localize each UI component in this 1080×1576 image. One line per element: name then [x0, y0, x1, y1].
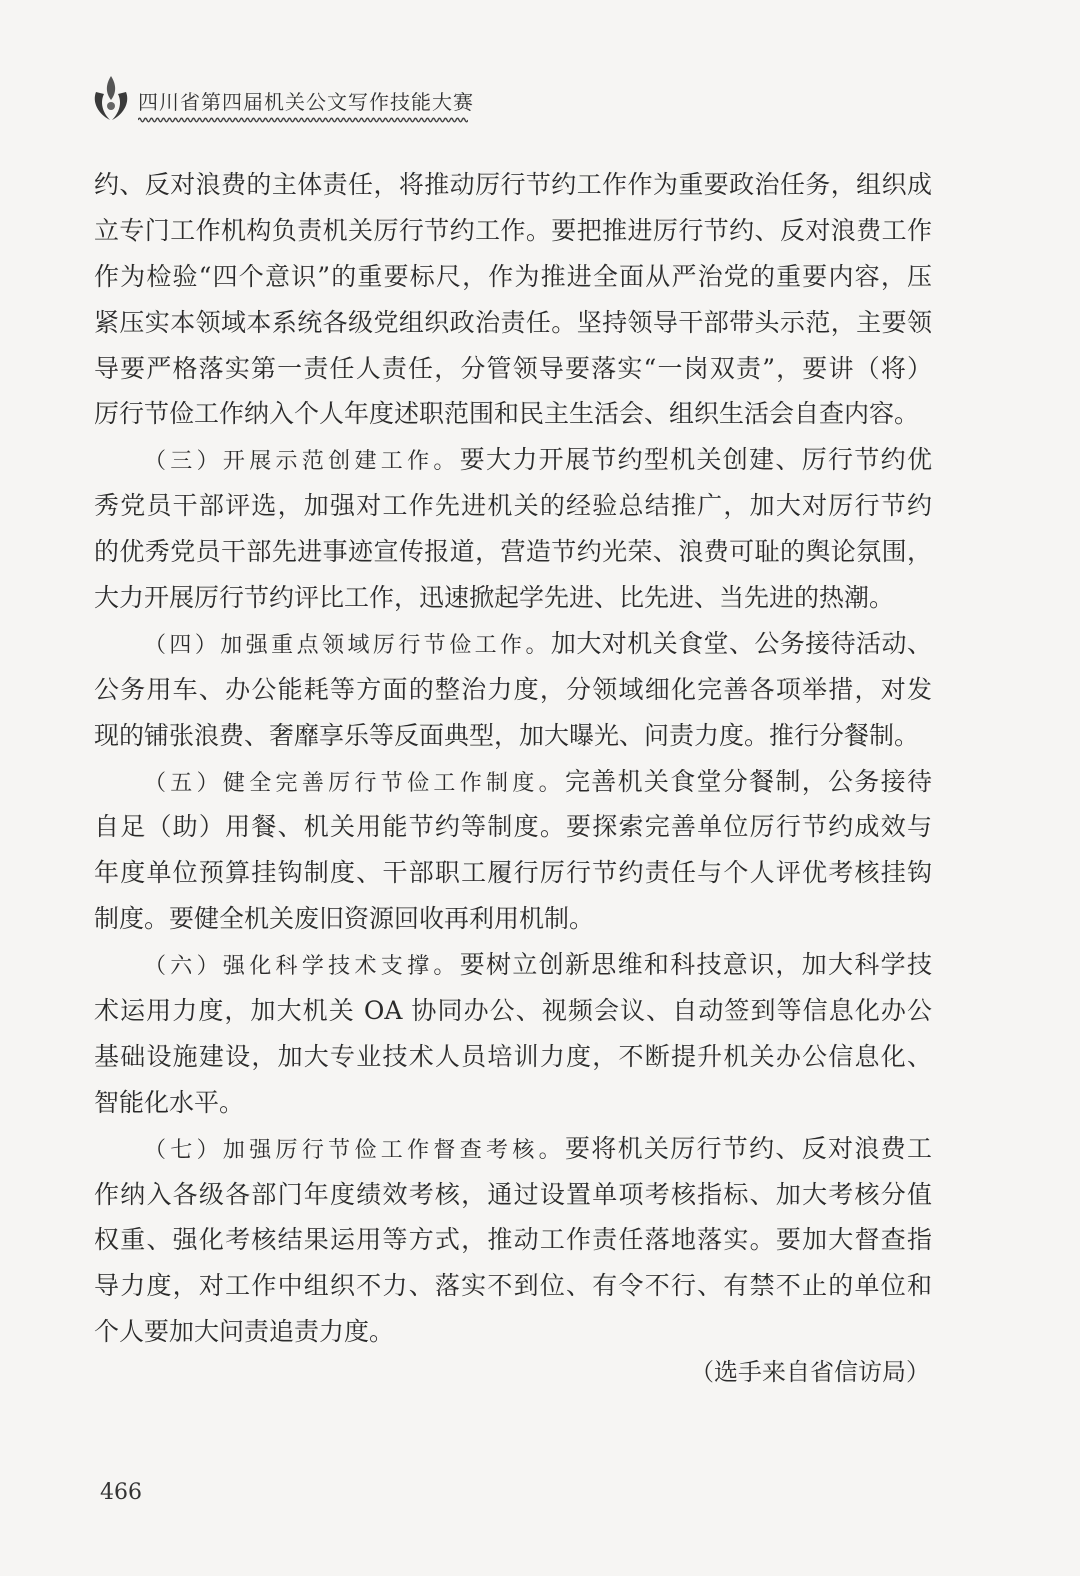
text-line: [94, 575, 932, 621]
line-text: 完善机关食堂分餐制，公务接待: [564, 766, 932, 796]
section-heading: （四）加强重点领域厉行节俭工作。: [144, 632, 551, 658]
line-text: 作为检验“四个意识”的重要标尺，作为推进全面从严治党的重要内容，压: [94, 261, 932, 291]
line-text: 制度。要健全机关废旧资源回收再利用机制。: [94, 904, 595, 934]
line-text: 秀党员干部评选，加强对工作先进机关的经验总结推广，加大对厉行节约: [94, 491, 932, 521]
line-text: 自足（助）用餐、机关用能节约等制度。要探索完善单位厉行节约成效与: [94, 812, 932, 842]
text-line: [94, 254, 932, 300]
line-text: 智能化水平。: [94, 1087, 245, 1117]
text-line: [94, 300, 932, 346]
line-text: 个人要加大问责追责力度。: [94, 1317, 395, 1347]
text-line: [94, 1034, 932, 1080]
line-text: 现的铺张浪费、奢靡享乐等反面典型，加大曝光、问责力度。推行分餐制。: [94, 720, 920, 750]
body-text: [94, 162, 932, 1355]
decorative-wave-divider: [138, 116, 468, 124]
text-line: [94, 667, 932, 713]
line-text: 公务用车、办公能耗等方面的整治力度，分领域细化完善各项举措，对发: [94, 674, 932, 704]
section-heading: （五）健全完善厉行节俭工作制度。: [144, 770, 565, 796]
section-heading: （三）开展示范创建工作。: [144, 449, 460, 475]
text-line: [94, 529, 932, 575]
line-text: 大力开展厉行节约评比工作，迅速掀起学先进、比先进、当先进的热潮。: [94, 583, 895, 613]
text-line: [94, 208, 932, 254]
line-text: 立专门工作机构负责机关厉行节约工作。要把推进厉行节约、反对浪费工作: [94, 215, 932, 245]
line-text: 要树立创新思维和科技意识，加大科学技: [459, 950, 932, 980]
line-text: 作纳入各级各部门年度绩效考核，通过设置单项考核指标、加大考核分值: [94, 1179, 932, 1209]
text-line: [94, 1309, 932, 1355]
line-text: 紧压实本领域本系统各级党组织政治责任。坚持领导干部带头示范，主要领: [94, 307, 932, 337]
section-heading: （七）加强厉行节俭工作督查考核。: [144, 1137, 565, 1163]
text-line: [94, 483, 932, 529]
line-text: 导要严格落实第一责任人责任，分管领导要落实“一岗双责”，要讲（将）: [94, 353, 932, 383]
line-text: 要大力开展节约型机关创建、厉行节约优: [459, 445, 932, 475]
line-text: 术运用力度，加大机关 OA 协同办公、视频会议、自动签到等信息化办公: [94, 996, 932, 1026]
line-text: 的优秀党员干部先进事迹宣传报道，营造节约光荣、浪费可耻的舆论氛围，: [94, 537, 932, 567]
line-text: 要将机关厉行节约、反对浪费工: [564, 1133, 932, 1163]
text-line: [94, 1172, 932, 1218]
running-header: [88, 72, 488, 128]
text-line: [94, 162, 932, 208]
flame-emblem-icon: [88, 72, 134, 126]
line-text: 年度单位预算挂钩制度、干部职工履行厉行节约责任与个人评优考核挂钩: [94, 858, 932, 888]
text-line: [94, 713, 932, 759]
text-line: [94, 1263, 932, 1309]
page-number: 466: [100, 1480, 142, 1505]
text-line: [94, 942, 932, 988]
author-source: （选手来自省信访局）: [690, 1358, 930, 1386]
line-text: 导力度，对工作中组织不力、落实不到位、有令不行、有禁不止的单位和: [94, 1271, 932, 1301]
text-line: [94, 437, 932, 483]
text-line: [94, 1080, 932, 1126]
text-line: [94, 1217, 932, 1263]
text-line: [94, 759, 932, 805]
text-line: [94, 988, 932, 1034]
line-text: 约、反对浪费的主体责任，将推动厉行节约工作作为重要政治任务，组织成: [94, 170, 932, 199]
header-title: 四川省第四届机关公文写作技能大赛: [138, 90, 474, 114]
line-text: 厉行节俭工作纳入个人年度述职范围和民主生活会、组织生活会自查内容。: [94, 399, 920, 429]
text-line: [94, 804, 932, 850]
line-text: 基础设施建设，加大专业技术人员培训力度，不断提升机关办公信息化、: [94, 1041, 932, 1071]
text-line: [94, 850, 932, 896]
section-heading: （六）强化科学技术支撑。: [144, 954, 460, 980]
text-line: [94, 621, 932, 667]
line-text: 加大对机关食堂、公务接待活动、: [550, 628, 932, 658]
text-line: [94, 896, 932, 942]
line-text: 权重、强化考核结果运用等方式，推动工作责任落地落实。要加大督查指: [94, 1225, 932, 1255]
text-line: [94, 346, 932, 392]
text-line: [94, 391, 932, 437]
text-line: [94, 1126, 932, 1172]
